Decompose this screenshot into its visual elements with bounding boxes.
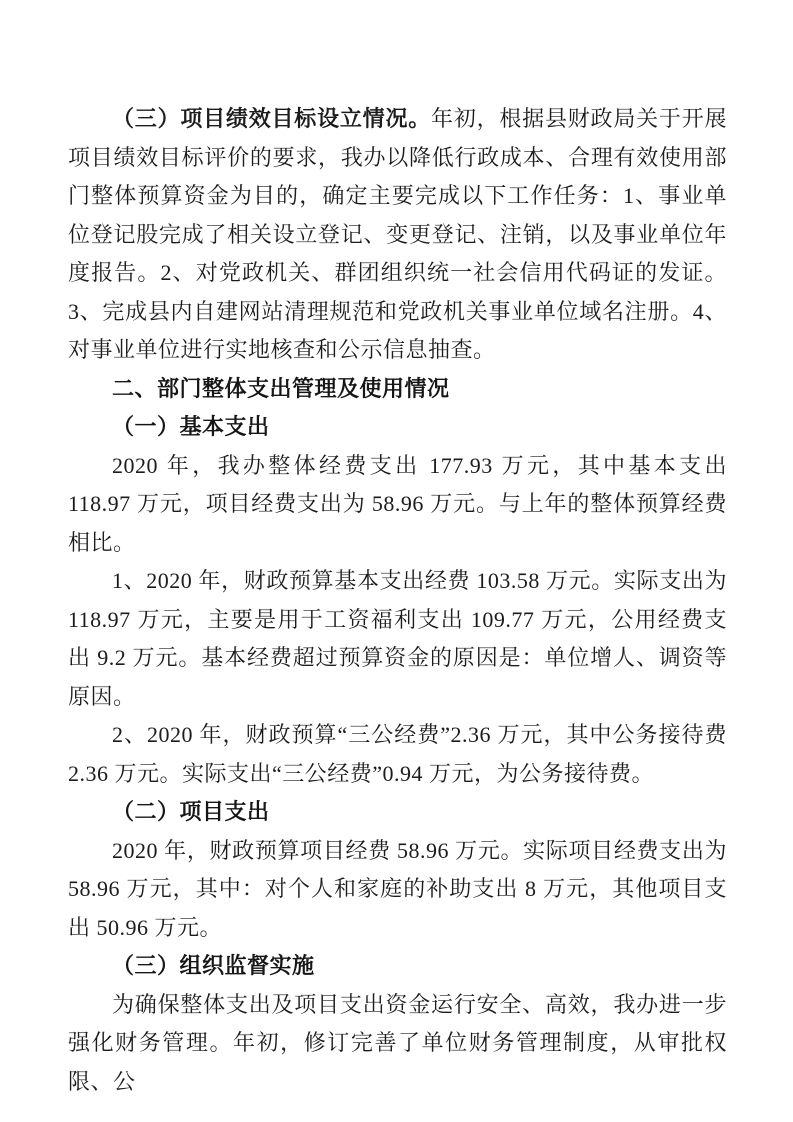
paragraph-text: 年初，根据县财政局关于开展项目绩效目标评价的要求，我办以降低行政成本、合理有效使用部门整体预算资金为目的，确定主要完成以下工作任务：1、事业单位登记股完成了相关设立登记、变更登记、注销，以及事业单位年度报告。2、对党政机关、群团组织统一社会信用代码证的发证。3、完成县内自建网站清理规范和党政机关事业单位域名注册。4、对事业单位进行实地核查和公示信息抽查。 xyxy=(68,106,727,362)
paragraph-supervision-detail: 为确保整体支出及项目支出资金运行安全、高效，我办进一步强化财务管理。年初，修订完善了单位财务管理制度，从审批权限、公 xyxy=(68,991,727,1094)
document-body xyxy=(68,100,727,1101)
paragraph-basic-budget-detail: 1、2020 年，财政预算基本支出经费 103.58 万元。实际支出为 118.97 万元，主要是用于工资福利支出 109.77 万元，公用经费支出 9.2 万元。基本经费超过预算资金的原因是：单位增人、调资等原因。 xyxy=(68,568,727,709)
section-heading-expenditure-management: 二、部门整体支出管理及使用情况 xyxy=(112,375,450,401)
paragraph-performance-goals xyxy=(68,100,727,370)
paragraph-project-expenditure-detail: 2020 年，财政预算项目经费 58.96 万元。实际项目经费支出为 58.96 万元，其中：对个人和家庭的补助支出 8 万元，其他项目支出 50.96 万元。 xyxy=(68,837,727,940)
subsection-heading-project-expenditure: （二）项目支出 xyxy=(112,799,270,824)
paragraph-lead-run: （三）项目绩效目标设立情况。 xyxy=(112,106,432,131)
paragraph-three-public-funds: 2、2020 年，财政预算“三公经费”2.36 万元，其中公务接待费 2.36 万元。实际支出“三公经费”0.94 万元，为公务接待费。 xyxy=(68,722,727,786)
paragraph-overall-expenditure: 2020 年，我办整体经费支出 177.93 万元，其中基本支出 118.97 万元，项目经费支出为 58.96 万元。与上年的整体预算经费相比。 xyxy=(68,452,727,555)
subsection-heading-supervision: （三）组织监督实施 xyxy=(112,953,315,978)
subsection-heading-basic-expenditure: （一）基本支出 xyxy=(112,414,270,439)
